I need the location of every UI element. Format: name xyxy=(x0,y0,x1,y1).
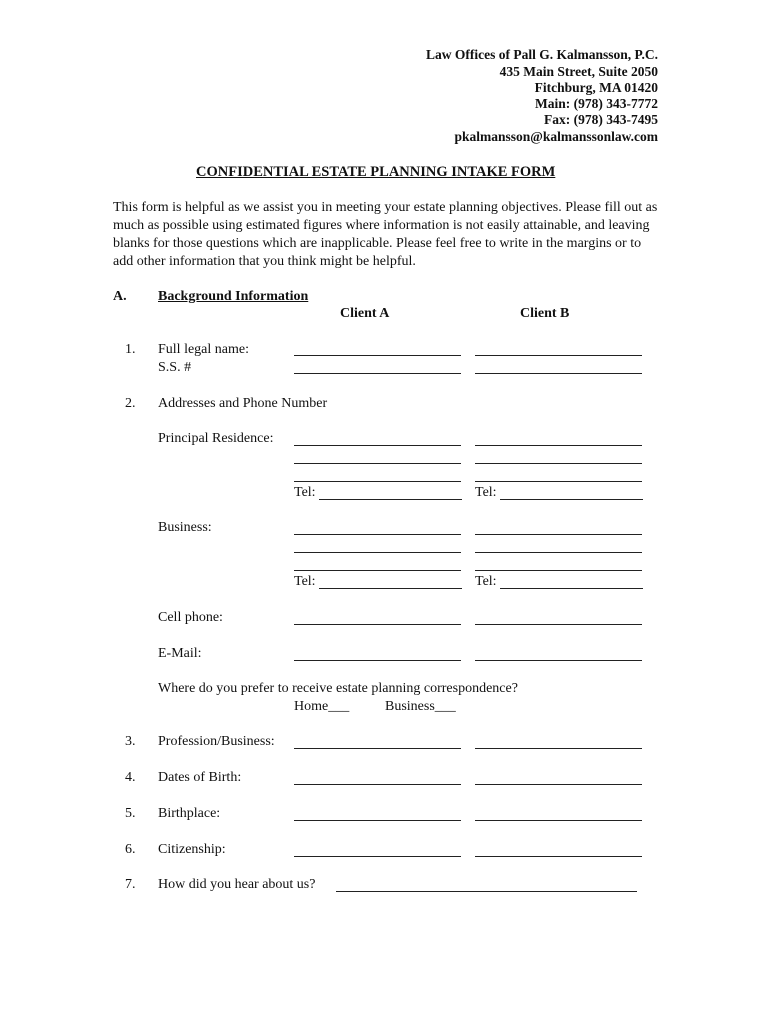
firm-email: pkalmansson@kalmanssonlaw.com xyxy=(454,129,658,144)
cell-phone-client-a[interactable] xyxy=(294,624,461,625)
cell-phone-label: Cell phone: xyxy=(158,610,223,625)
business-line3-client-a[interactable] xyxy=(294,570,461,571)
q5-label: Birthplace: xyxy=(158,806,221,821)
residence-line2-client-a[interactable] xyxy=(294,463,461,464)
q1-ssn-label: S.S. # xyxy=(158,360,192,375)
citizenship-client-a[interactable] xyxy=(294,856,461,857)
q4-label: Dates of Birth: xyxy=(158,770,242,785)
birthplace-client-a[interactable] xyxy=(294,820,461,821)
residence-tel-label-b: Tel: xyxy=(475,485,497,500)
residence-line3-client-b[interactable] xyxy=(475,481,642,482)
correspondence-business-option[interactable]: Business___ xyxy=(385,699,456,714)
client-b-header: Client B xyxy=(520,306,570,321)
profession-client-b[interactable] xyxy=(475,748,642,749)
business-tel-label-a: Tel: xyxy=(294,574,316,589)
email-client-b[interactable] xyxy=(475,660,642,661)
client-a-header: Client A xyxy=(340,306,390,321)
residence-tel-label-a: Tel: xyxy=(294,485,316,500)
q2-label: Addresses and Phone Number xyxy=(158,396,328,411)
q6-label: Citizenship: xyxy=(158,842,226,857)
business-tel-client-a[interactable] xyxy=(319,588,462,589)
name-field-client-a[interactable] xyxy=(294,355,461,356)
business-line2-client-b[interactable] xyxy=(475,552,642,553)
ssn-field-client-b[interactable] xyxy=(475,373,642,374)
intro-paragraph: This form is helpful as we assist you in meeting your estate planning objectives. Please fill out as much as possible using estimated figures where information is not easily attainable, and leaving blanks for those questions which are inapplicable. Please feel free to write in the margins or to add other information that you think might be helpful. xyxy=(113,200,658,269)
section-title: Background Information xyxy=(158,289,309,304)
residence-tel-client-a[interactable] xyxy=(319,499,462,500)
q2-number: 2. xyxy=(125,396,136,411)
business-tel-label-b: Tel: xyxy=(475,574,497,589)
business-line3-client-b[interactable] xyxy=(475,570,642,571)
q6-number: 6. xyxy=(125,842,136,857)
business-tel-client-b[interactable] xyxy=(500,588,643,589)
residence-line3-client-a[interactable] xyxy=(294,481,461,482)
firm-street: 435 Main Street, Suite 2050 xyxy=(499,64,658,79)
residence-line1-client-b[interactable] xyxy=(475,445,642,446)
ssn-field-client-a[interactable] xyxy=(294,373,461,374)
q5-number: 5. xyxy=(125,806,136,821)
firm-fax: Fax: (978) 343-7495 xyxy=(544,112,658,127)
firm-city: Fitchburg, MA 01420 xyxy=(534,80,658,95)
business-label: Business: xyxy=(158,520,212,535)
q3-number: 3. xyxy=(125,734,136,749)
birthplace-client-b[interactable] xyxy=(475,820,642,821)
principal-residence-label: Principal Residence: xyxy=(158,431,274,446)
business-line1-client-a[interactable] xyxy=(294,534,461,535)
section-letter: A. xyxy=(113,289,127,304)
business-line2-client-a[interactable] xyxy=(294,552,461,553)
correspondence-home-option[interactable]: Home___ xyxy=(294,699,350,714)
firm-main-phone: Main: (978) 343-7772 xyxy=(535,96,658,111)
residence-line2-client-b[interactable] xyxy=(475,463,642,464)
q3-label: Profession/Business: xyxy=(158,734,275,749)
q7-label: How did you hear about us? xyxy=(158,877,316,892)
email-client-a[interactable] xyxy=(294,660,461,661)
email-label: E-Mail: xyxy=(158,646,202,661)
q1-number: 1. xyxy=(125,342,136,357)
name-field-client-b[interactable] xyxy=(475,355,642,356)
form-title: CONFIDENTIAL ESTATE PLANNING INTAKE FORM xyxy=(196,164,556,180)
business-line1-client-b[interactable] xyxy=(475,534,642,535)
dob-client-b[interactable] xyxy=(475,784,642,785)
residence-line1-client-a[interactable] xyxy=(294,445,461,446)
q4-number: 4. xyxy=(125,770,136,785)
dob-client-a[interactable] xyxy=(294,784,461,785)
q1-label: Full legal name: xyxy=(158,342,249,357)
profession-client-a[interactable] xyxy=(294,748,461,749)
firm-name: Law Offices of Pall G. Kalmansson, P.C. xyxy=(425,47,658,62)
q7-number: 7. xyxy=(125,877,136,892)
correspondence-question: Where do you prefer to receive estate planning correspondence? xyxy=(158,681,518,696)
citizenship-client-b[interactable] xyxy=(475,856,642,857)
referral-source-field[interactable] xyxy=(336,891,637,892)
residence-tel-client-b[interactable] xyxy=(500,499,643,500)
cell-phone-client-b[interactable] xyxy=(475,624,642,625)
